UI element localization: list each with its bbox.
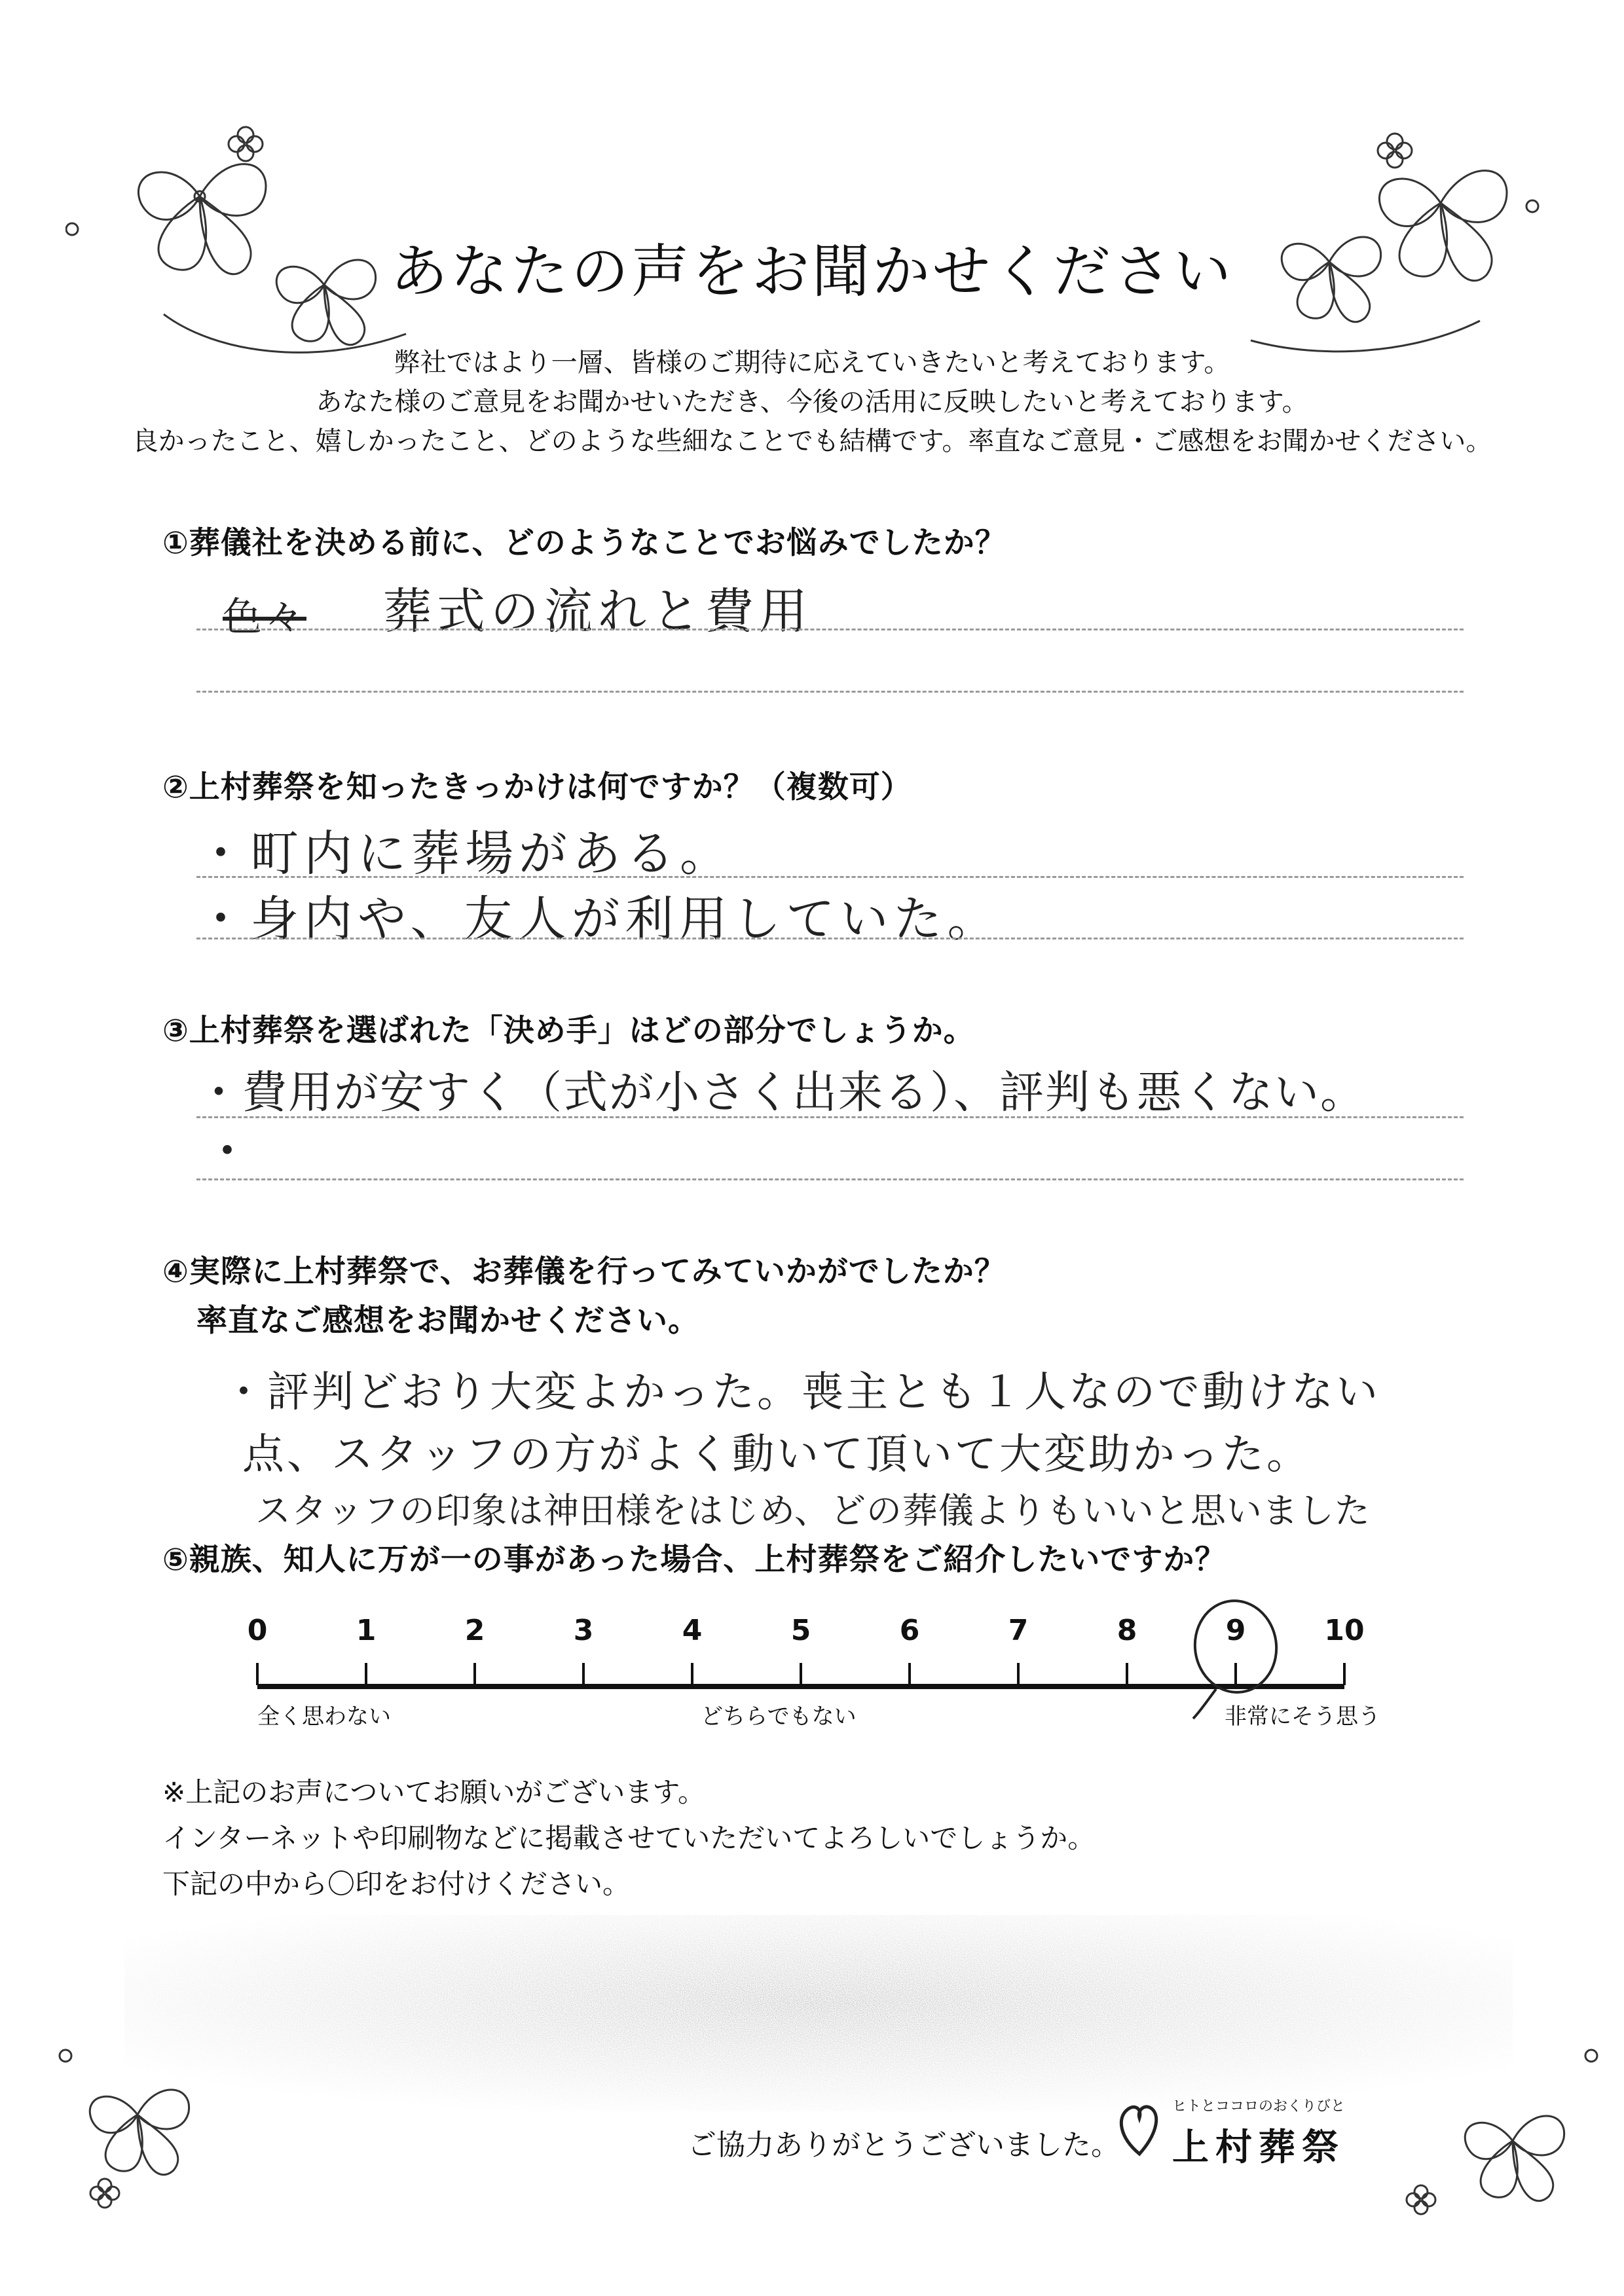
answer-rule xyxy=(196,1116,1464,1118)
question-4-label: ④実際に上村葬祭で、お葬儀を行ってみていかがでしたか？ xyxy=(162,1254,1006,1290)
question-1-answer-line-1: 葬式の流れと費用 xyxy=(383,583,813,640)
question-4-answer-line-2: 点、スタッフの方がよく動いて頂いて大変助かった。 xyxy=(242,1430,1311,1479)
question-3-answer-line-2: ・ xyxy=(203,1123,257,1180)
scale-tick-1 xyxy=(365,1663,367,1685)
page-title: あなたの声をお聞かせください xyxy=(390,238,1234,305)
question-4-answer-line-3: スタッフの印象は神田様をはじめ、どの葬儀よりもいいと思いました xyxy=(255,1490,1371,1531)
scale-tick-2 xyxy=(473,1663,476,1685)
scale-tick-8 xyxy=(1126,1663,1128,1685)
scale-tick-5 xyxy=(800,1663,802,1685)
scale-anchor-low: 全く思わない xyxy=(257,1704,391,1730)
question-1-label: ①葬儀社を決める前に、どのようなことでお悩みでしたか？ xyxy=(162,525,1006,561)
scale-tick-label-5[interactable]: 5 xyxy=(790,1614,811,1647)
intro-line-1: 弊社ではより一層、皆様のご期待に応えていきたいと考えております。 xyxy=(394,348,1230,378)
scale-tick-label-0[interactable]: 0 xyxy=(247,1614,268,1647)
scale-tick-10 xyxy=(1343,1663,1346,1685)
question-2-label: ②上村葬祭を知ったきっかけは何ですか？（複数可） xyxy=(162,769,912,805)
answer-rule xyxy=(196,1178,1464,1180)
scale-tick-label-4[interactable]: 4 xyxy=(682,1614,703,1647)
scale-tick-4 xyxy=(691,1663,693,1685)
scale-tick-3 xyxy=(582,1663,585,1685)
scale-tick-label-7[interactable]: 7 xyxy=(1008,1614,1029,1647)
scale-tick-label-1[interactable]: 1 xyxy=(356,1614,377,1647)
scale-tick-6 xyxy=(908,1663,911,1685)
notice-line-2: インターネットや印刷物などに掲載させていただいてよろしいでしょうか。 xyxy=(162,1822,1096,1854)
scale-tick-label-10[interactable]: 10 xyxy=(1324,1614,1365,1647)
question-5-label: ⑤親族、知人に万が一の事があった場合、上村葬祭をご紹介したいですか？ xyxy=(162,1542,1227,1578)
scale-tick-0 xyxy=(256,1663,259,1685)
answer-rule xyxy=(196,629,1464,630)
scale-anchor-mid: どちらでもない xyxy=(701,1704,857,1730)
question-4-label-2: 率直なご感想をお聞かせください。 xyxy=(196,1303,699,1339)
answer-rule xyxy=(196,938,1464,939)
scale-tick-label-2[interactable]: 2 xyxy=(464,1614,485,1647)
answer-rule xyxy=(196,691,1464,693)
question-3-label: ③上村葬祭を選ばれた「決め手」はどの部分でしょうか。 xyxy=(162,1013,975,1049)
scale-tick-label-9[interactable]: 9 xyxy=(1225,1614,1246,1647)
question-2-answer-line-2: ・身内や、友人が利用していた。 xyxy=(196,891,1001,947)
question-3-answer-line-1: ・費用が安すく（式が小さく出来る）、評判も悪くない。 xyxy=(196,1067,1367,1119)
redacted-area xyxy=(124,1915,1513,2111)
scale-tick-7 xyxy=(1017,1663,1020,1685)
notice-line-1: ※上記のお声についてお願いがございます。 xyxy=(162,1776,705,1808)
scale-tick-label-8[interactable]: 8 xyxy=(1116,1614,1137,1647)
thanks-message: ご協力ありがとうございました。 xyxy=(688,2128,1120,2162)
notice-line-3: 下記の中から〇印をお付けください。 xyxy=(162,1868,631,1900)
intro-line-3: 良かったこと、嬉しかったこと、どのような些細なことでも結構です。率直なご意見・ご感想をお聞かせください。 xyxy=(132,426,1492,456)
answer-rule xyxy=(196,876,1464,878)
scale-anchor-high: 非常にそう思う xyxy=(1225,1704,1380,1730)
brand-tagline: ヒトとココロのおくりびと xyxy=(1172,2098,1346,2115)
brand-name: 上村葬祭 xyxy=(1172,2126,1345,2169)
intro-line-2: あなた様のご意見をお聞かせいただき、今後の活用に反映したいと考えております。 xyxy=(316,387,1308,417)
question-2-answer-line-1: ・町内に葬場がある。 xyxy=(196,826,733,882)
scale-tick-label-3[interactable]: 3 xyxy=(573,1614,594,1647)
question-4-answer-line-1: ・評判どおり大変よかった。喪主とも１人なので動けない xyxy=(223,1368,1380,1417)
scale-tick-label-6[interactable]: 6 xyxy=(899,1614,920,1647)
heart-logo-icon xyxy=(1113,2095,1166,2160)
question-1-struck-answer: 色々 xyxy=(223,594,306,640)
